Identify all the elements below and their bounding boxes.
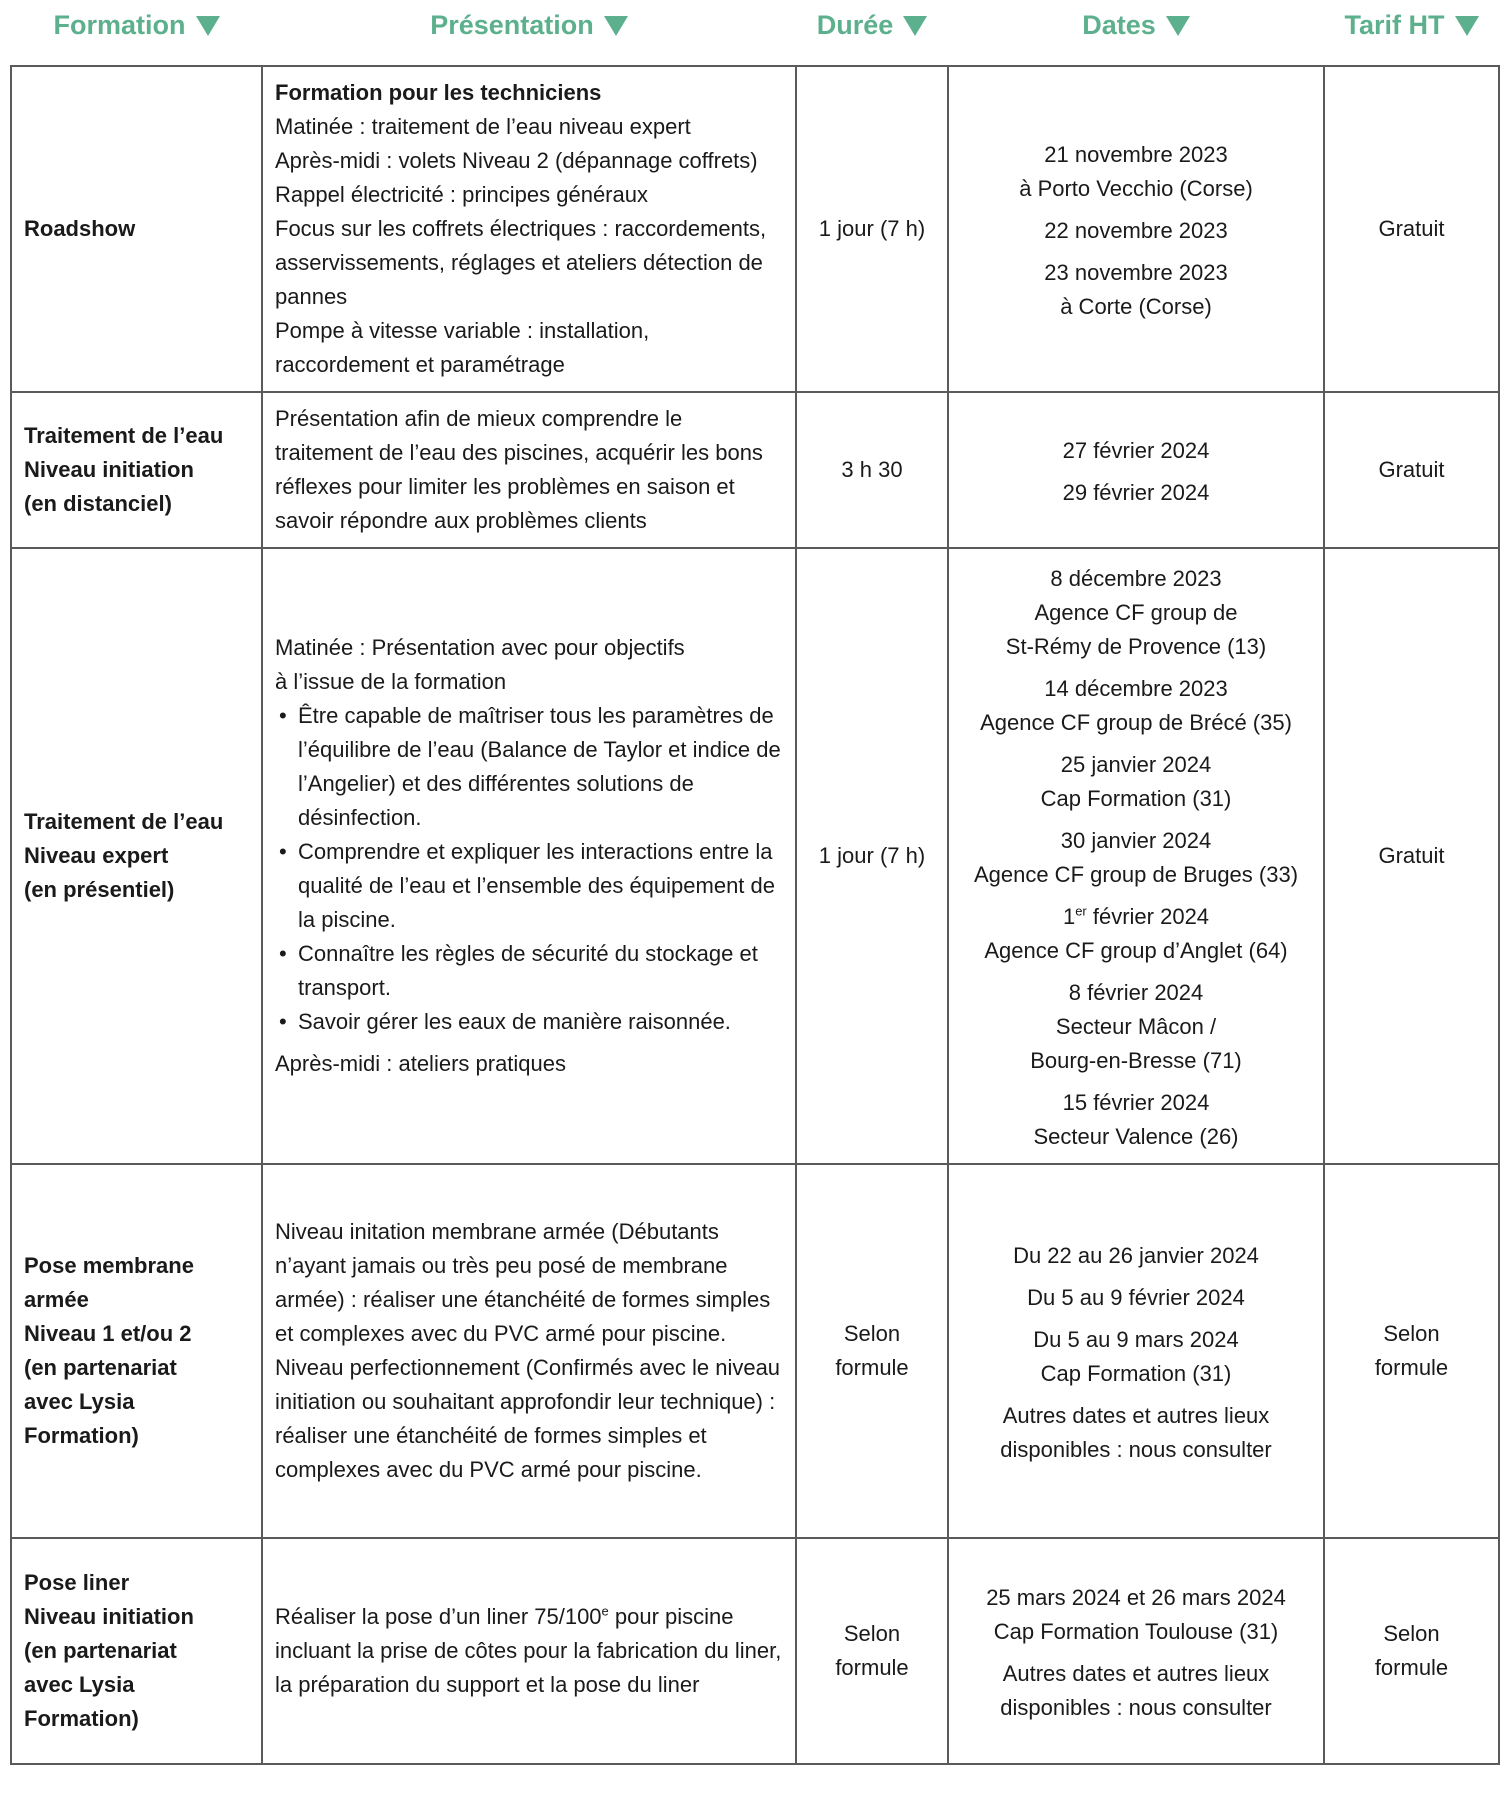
formation-name-cell: Pose membrane armée Niveau 1 et/ou 2 (en partenariat avec Lysia Formation) (11, 1164, 262, 1538)
date-group: 8 février 2024 Secteur Mâcon / Bourg-en-Bresse (71) (1030, 980, 1242, 1073)
date-group: 27 février 2024 (1062, 438, 1210, 463)
table-row (11, 1538, 1499, 1764)
date-group: 14 décembre 2023 Agence CF group de Brécé (35) (980, 676, 1292, 735)
list-item: • Savoir gérer les eaux de manière raisonnée. (275, 1005, 783, 1039)
tarif-cell: Gratuit (1324, 66, 1499, 392)
tarif-cell: Selon formule (1324, 1538, 1499, 1764)
dates-cell (948, 66, 1324, 392)
formation-name-cell: Traitement de l’eau Niveau initiation (en distanciel) (11, 392, 262, 548)
duree-cell: Selon formule (796, 1164, 948, 1538)
date-group: Autres dates et autres lieux disponibles : nous consulter (1000, 1403, 1272, 1462)
header-dates[interactable]: Dates (948, 10, 1324, 66)
formation-name-cell: Traitement de l’eau Niveau expert (en présentiel) (11, 548, 262, 1164)
date-group: Du 5 au 9 février 2024 (1027, 1285, 1245, 1310)
dates-cell (948, 1538, 1324, 1764)
dates-cell (948, 392, 1324, 548)
formation-name-cell: Pose liner Niveau initiation (en partenariat avec Lysia Formation) (11, 1538, 262, 1764)
date-group: 1er février 2024 Agence CF group d’Anglet (64) (984, 903, 1288, 963)
list-item: • Connaître les règles de sécurité du stockage et transport. (275, 937, 783, 1005)
date-group: 30 janvier 2024 Agence CF group de Bruges (33) (973, 828, 1299, 887)
list-item: • Être capable de maîtriser tous les paramètres de l’équilibre de l’eau (Balance de Taylor et indice de l’Angelier) et des différentes solutions de désinfection. (275, 699, 783, 835)
date-group: 25 mars 2024 et 26 mars 2024 Cap Formation Toulouse (31) (986, 1585, 1286, 1644)
table-row (11, 1164, 1499, 1538)
tarif-cell: Selon formule (1324, 1164, 1499, 1538)
date-group: 21 novembre 2023 à Porto Vecchio (Corse) (1019, 142, 1253, 201)
table-header-row (11, 10, 1499, 66)
table-row (11, 392, 1499, 548)
dates-cell (948, 1164, 1324, 1538)
sort-down-icon[interactable] (1166, 16, 1190, 36)
duree-cell: 3 h 30 (796, 392, 948, 548)
header-presentation[interactable]: Présentation (262, 10, 796, 66)
duree-cell: 1 jour (7 h) (796, 548, 948, 1164)
presentation-cell: Niveau initation membrane armée (Débutants n’ayant jamais ou très peu posé de membrane armée) : réaliser une étanchéité de formes simples et complexes avec du PVC armé pour piscine. Niveau perfectionnement (Confirmés avec le niveau initiation ou souhaitant approfondir leur technique) : réaliser une étanchéité de formes simples et complexes avec du PVC armé pour piscine. (262, 1164, 796, 1538)
table-row (11, 66, 1499, 392)
training-table (10, 10, 1500, 1765)
tarif-cell: Gratuit (1324, 392, 1499, 548)
duree-cell: Selon formule (796, 1538, 948, 1764)
date-group: 25 janvier 2024 Cap Formation (31) (1040, 752, 1232, 811)
sort-down-icon[interactable] (1455, 16, 1479, 36)
header-duree[interactable]: Durée (796, 10, 948, 66)
date-group: 8 décembre 2023 Agence CF group de St-Rémy de Provence (13) (1005, 566, 1267, 659)
objectives-list (275, 699, 783, 1039)
date-group: 15 février 2024 Secteur Valence (26) (1033, 1090, 1239, 1149)
date-group: Du 5 au 9 mars 2024 Cap Formation (31) (1033, 1327, 1239, 1386)
formation-name-cell: Roadshow (11, 66, 262, 392)
header-tarif[interactable]: Tarif HT (1324, 10, 1499, 66)
sort-down-icon[interactable] (903, 16, 927, 36)
presentation-cell: Matinée : Présentation avec pour objectifs à l’issue de la formation • Être capable de maîtriser tous les paramètres de l’équilibre de l’eau (Balance de Taylor et indice de l’Angelier) et des différentes solutions de désinfection. • Comprendre et expliquer les interactions entre la qualité de l’eau et l’ensemble des équipement de la piscine. • Connaître les règles de sécurité du stockage et transport. • Savoir gérer les eaux de manière raisonnée. Après-midi : ateliers pratiques (262, 548, 796, 1164)
tarif-cell: Gratuit (1324, 548, 1499, 1164)
dates-cell (948, 548, 1324, 1164)
date-group: 22 novembre 2023 (1044, 218, 1228, 243)
sort-down-icon[interactable] (604, 16, 628, 36)
date-group: Du 22 au 26 janvier 2024 (1013, 1243, 1259, 1268)
presentation-cell: Réaliser la pose d’un liner 75/100e pour piscine incluant la prise de côtes pour la fabrication du liner, la préparation du support et la pose du liner (262, 1538, 796, 1764)
date-group: 23 novembre 2023 à Corte (Corse) (1044, 260, 1228, 319)
presentation-cell: Présentation afin de mieux comprendre le traitement de l’eau des piscines, acquérir les bons réflexes pour limiter les problèmes en saison et savoir répondre aux problèmes clients (262, 392, 796, 548)
date-group: Autres dates et autres lieux disponibles : nous consulter (1000, 1661, 1272, 1720)
duree-cell: 1 jour (7 h) (796, 66, 948, 392)
list-item: • Comprendre et expliquer les interactions entre la qualité de l’eau et l’ensemble des équipement de la piscine. (275, 835, 783, 937)
table-row (11, 548, 1499, 1164)
presentation-cell: Formation pour les techniciens Matinée : traitement de l’eau niveau expert Après-midi : volets Niveau 2 (dépannage coffrets) Rappel électricité : principes généraux Focus sur les coffrets électriques : raccordements, asservissements, réglages et ateliers détection de pannes Pompe à vitesse variable : installation, raccordement et paramétrage (262, 66, 796, 392)
sort-down-icon[interactable] (196, 16, 220, 36)
date-group: 29 février 2024 (1062, 480, 1210, 505)
header-formation[interactable]: Formation (11, 10, 262, 66)
